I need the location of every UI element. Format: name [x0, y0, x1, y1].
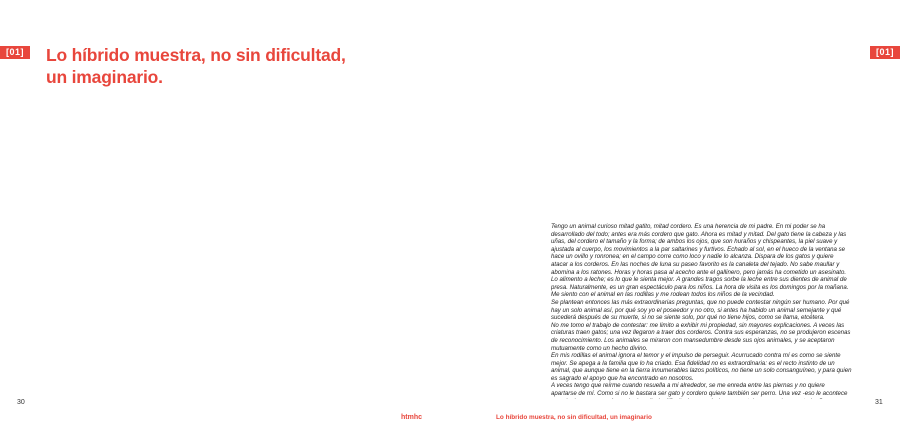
paragraph: Se plantean entonces las más extraordinarias preguntas, que no puede contestar ningún ser humano. Por qué hay un solo animal así, por qué soy yo el poseedor y no otro, si antes ha habido un animal semejante y qué sucederá después de su muerte, si no se siente solo, por qué no tiene hijos, como se llama, etcétera. [551, 298, 850, 322]
paragraph: Lo alimento a leche; es lo que le sienta mejor. A grandes tragos sorbe la leche entre sus dientes de animal de presa. Naturalmente, es un gran espectáculo para los niños. La hora de visita es los domingos por la mañana. Me siento con el animal en las rodillas y me rodean todos los niños de la vecindad. [551, 276, 849, 299]
chapter-tag-left: [01] [0, 46, 30, 59]
page-number-right: 31 [875, 399, 883, 406]
chapter-title-line-1: Lo híbrido muestra, no sin dificultad, [46, 45, 346, 65]
paragraph: En mis rodillas el animal ignora el temor y el impulso de perseguir. Acurrucado contra mí es como se siente mejor. Se apega a la familia que lo ha criado. Esa fidelidad no es extraordinaria: es el recto instinto de un animal, que aunque tiene en la tierra innumerables lazos políticos, no tiene un solo consanguíneo, y para quien es sagrado el apoyo que ha encontrado en nosotros. [551, 352, 852, 382]
body-text [551, 223, 852, 399]
chapter-title [46, 44, 346, 88]
footer-brand: htmhc [401, 414, 422, 421]
footer-running-title: Lo híbrido muestra, no sin dificultad, un imaginario [496, 414, 652, 421]
paragraph: A veces tengo que reírme cuando resuella a mi alrededor, se me enreda entre las piernas y no quiere apartarse de mí. Como si no le bastara ser gato y cordero quiere también ser perro. Una vez -eso le acontece [551, 382, 848, 398]
paragraph: No me tomo el trabajo de contestar: me limito a exhibir mi propiedad, sin mayores explicaciones. A veces las criaturas traen gatos; una vez llegaron a traer dos corderos. Contra sus esperanzas, no se produjeron escenas de reconocimiento. Los animales se miraron con mansedumbre desde sus ojos animales, y se aceptaron mutuamente como un hecho divino. [551, 321, 851, 352]
chapter-title-line-2: un imaginario. [46, 67, 163, 87]
page-number-left: 30 [17, 399, 25, 406]
paragraph: Tengo un animal curioso mitad gatito, mitad cordero. Es una herencia de mi padre. En mi poder se ha desarrollado del todo; antes era más cordero que gato. Ahora es mitad y mitad. Del gato tiene la cabeza y las uñas, del cordero el tamaño y la forma; de ambos los ojos, que son huraños y chispeantes, la piel suave y ajustada al cuerpo, los movimientos a la par saltarines y furtivos. Echado al sol, en el hueco de la ventana se hace un ovillo y ronronea; en el campo corre como loco y nadie lo alcanza. Dispara de los gatos y quiere atacar a los corderos. En las noches de luna su paseo favorito es la canaleta del tejado. No sabe maullar y abomina a los ratones. Horas y horas pasa al acecho ante el gallinero, pero jamás ha cometido un asesinato. [551, 223, 847, 276]
chapter-tag-right: [01] [870, 46, 900, 59]
